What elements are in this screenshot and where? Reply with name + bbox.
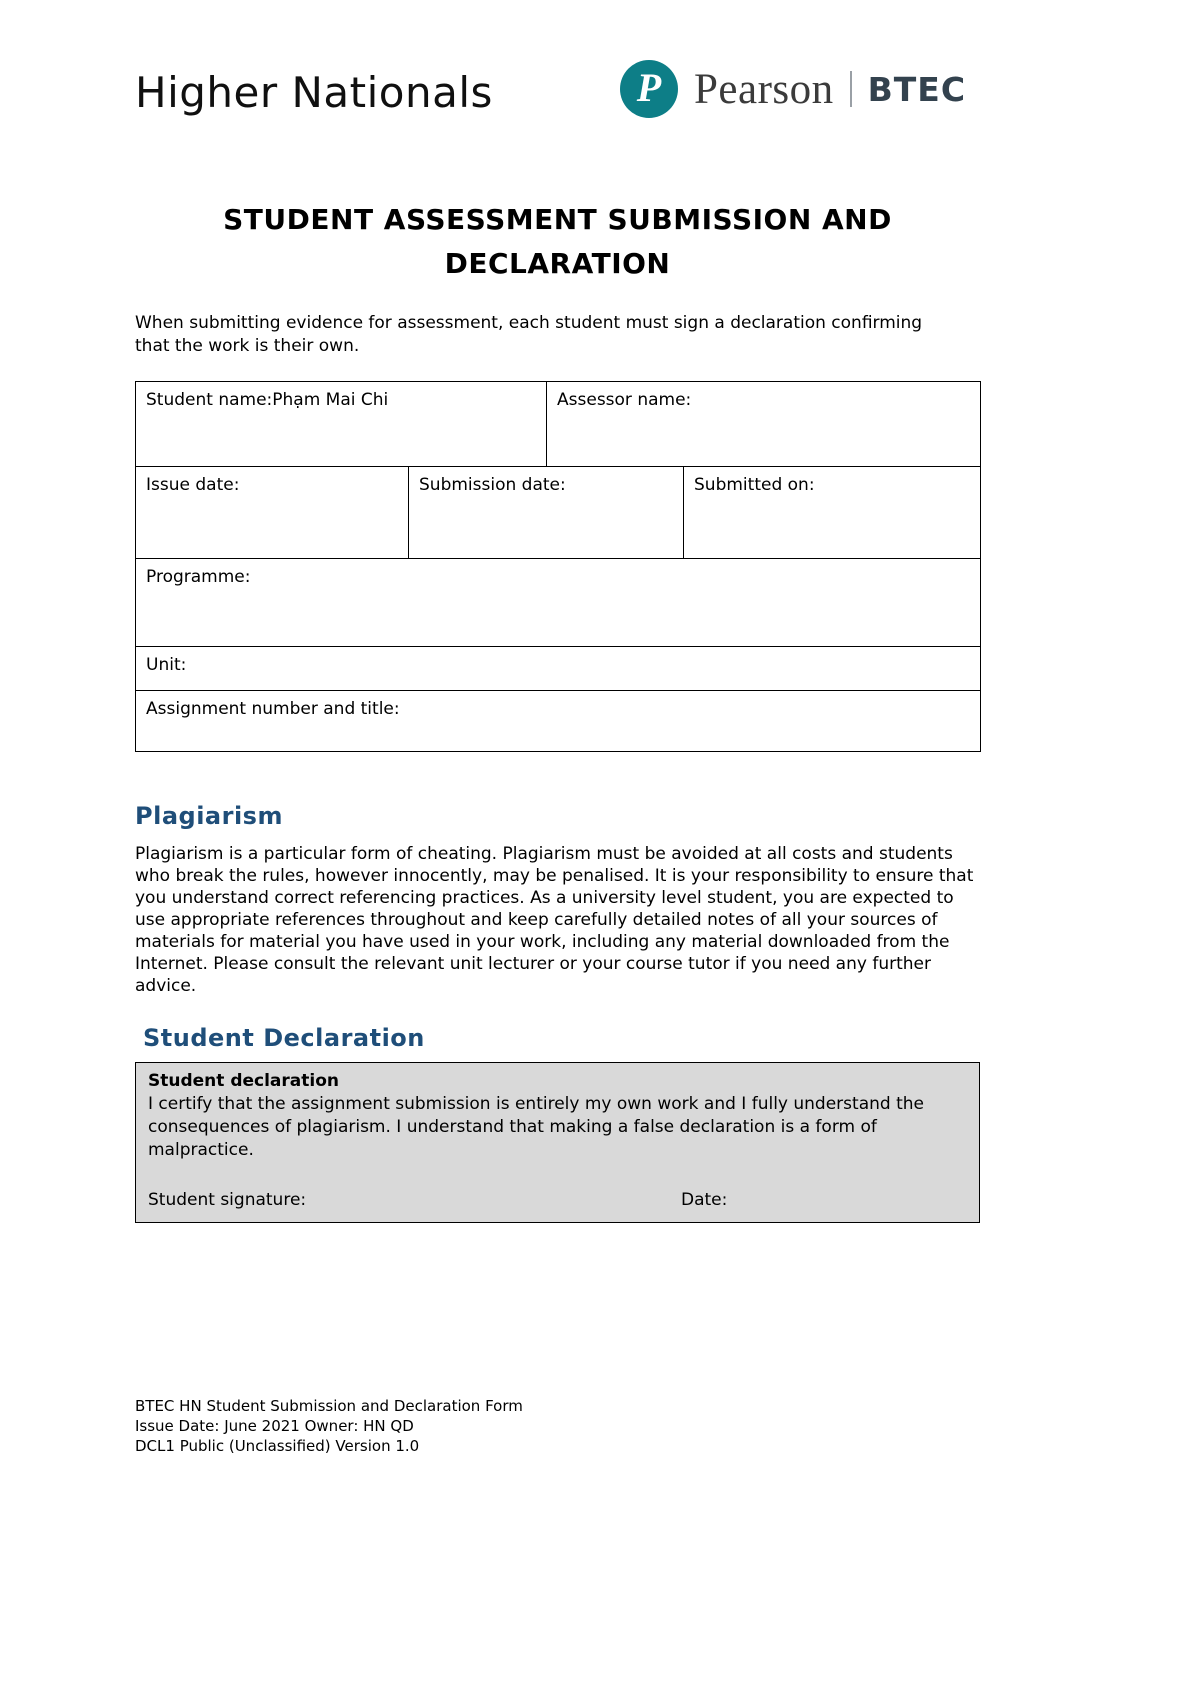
student-signature-label[interactable]: Student signature: (148, 1190, 307, 1210)
document-title-line2: DECLARATION (444, 247, 671, 280)
assessor-name-label: Assessor name: (557, 390, 692, 410)
plagiarism-heading: Plagiarism (135, 802, 283, 830)
pearson-wordmark: Pearson (694, 65, 834, 113)
submitted-on-cell[interactable] (684, 467, 981, 559)
btec-wordmark: BTEC (867, 69, 967, 109)
declaration-box-title: Student declaration (148, 1071, 339, 1091)
brand-title: Higher Nationals (135, 68, 493, 117)
student-name-value: Phạm Mai Chi (272, 390, 389, 410)
intro-paragraph: When submitting evidence for assessment, each student must sign a declaration confirming that the work is their own. (135, 313, 923, 356)
table-row-dates (136, 467, 981, 559)
document-content (135, 198, 980, 1223)
issue-date-cell[interactable] (136, 467, 409, 559)
programme-cell[interactable] (136, 559, 981, 647)
table-row-programme (136, 559, 981, 647)
date-label[interactable]: Date: (681, 1190, 728, 1210)
assessor-name-cell[interactable] (547, 382, 981, 467)
unit-label: Unit: (146, 655, 187, 675)
declaration-box-body: I certify that the assignment submission is entirely my own work and I fully understand the consequences of plagiarism. I understand that making a false declaration is a form of malpractice. (148, 1094, 924, 1160)
signature-row (148, 1189, 967, 1212)
pearson-p-icon (620, 60, 678, 118)
submission-date-cell[interactable] (409, 467, 684, 559)
logo-separator (850, 71, 852, 107)
unit-cell[interactable] (136, 647, 981, 691)
submitted-on-label: Submitted on: (694, 475, 815, 495)
submission-form-table (135, 381, 981, 752)
plagiarism-paragraph: Plagiarism is a particular form of cheating. Plagiarism must be avoided at all costs and students who break the rules, however innocently, may be penalised. It is your responsibility to ensure that you understand correct referencing practices. As a university level student, you are expected to use appropriate references throughout and keep carefully detailed notes of all your sources of materials for material you have used in your work, including any material downloaded from the Internet. Please consult the relevant unit lecturer or your course tutor if you need any further advice. (135, 844, 974, 996)
programme-label: Programme: (146, 567, 251, 587)
footer-line3: DCL1 Public (Unclassified) Version 1.0 (135, 1437, 420, 1455)
table-row-assignment (136, 691, 981, 752)
assignment-label: Assignment number and title: (146, 699, 400, 719)
document-title-line1: STUDENT ASSESSMENT SUBMISSION AND (223, 203, 892, 236)
footer-line2: Issue Date: June 2021 Owner: HN QD (135, 1417, 414, 1435)
pearson-btec-logo (620, 60, 966, 118)
document-title (135, 198, 980, 286)
assignment-cell[interactable] (136, 691, 981, 752)
table-row-names (136, 382, 981, 467)
student-declaration-box (135, 1062, 980, 1223)
issue-date-label: Issue date: (146, 475, 240, 495)
document-footer (135, 1396, 523, 1456)
pearson-p-letter: P (636, 65, 662, 110)
student-name-cell[interactable] (136, 382, 547, 467)
submission-date-label: Submission date: (419, 475, 566, 495)
footer-line1: BTEC HN Student Submission and Declaration Form (135, 1397, 523, 1415)
student-name-label: Student name: (146, 390, 273, 410)
table-row-unit (136, 647, 981, 691)
student-declaration-heading: Student Declaration (143, 1024, 425, 1052)
document-header (0, 0, 1200, 132)
